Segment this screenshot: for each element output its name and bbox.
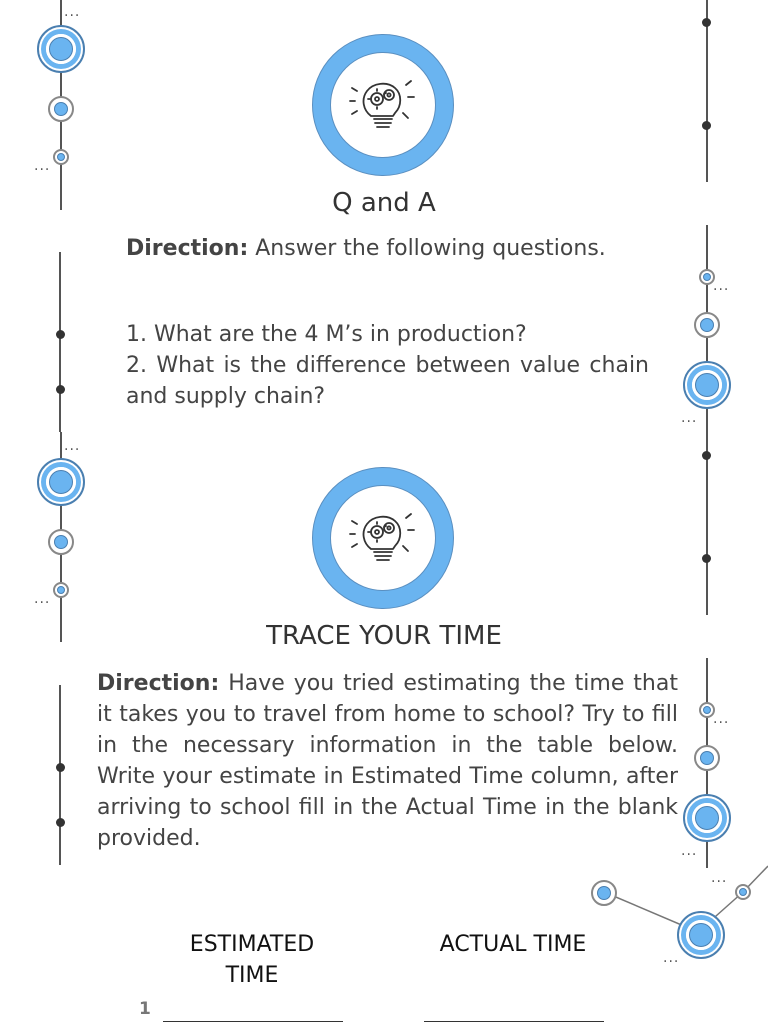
decor-dot	[702, 554, 711, 563]
section-badge	[312, 467, 454, 609]
decor-line	[59, 685, 61, 865]
decor-node-medium	[694, 745, 720, 771]
decor-node-medium	[48, 96, 74, 122]
section-badge	[312, 34, 454, 176]
section-heading: Q and A	[332, 188, 436, 218]
decor-node-small	[53, 149, 69, 165]
direction-text: Have you tried estimating the time that it takes you to travel from home to school? Try to fill in the necessary information in the table below. Write your estimate in Estimated Time column, after arriving to school fill in the Actual Time in the blank provided.	[97, 671, 678, 851]
decor-dot	[702, 451, 711, 460]
decor-node-small	[735, 884, 751, 900]
decor-node-medium	[48, 529, 74, 555]
section-heading: TRACE YOUR TIME	[266, 621, 502, 651]
decor-ellipsis: ...	[681, 843, 698, 859]
decor-node-large	[683, 794, 731, 842]
decor-node-large	[683, 361, 731, 409]
decor-dot	[56, 330, 65, 339]
decor-dot	[56, 763, 65, 772]
lightbulb-gears-icon	[339, 494, 429, 584]
decor-ellipsis: ...	[681, 410, 698, 426]
decor-ellipsis: ...	[663, 950, 680, 966]
decor-ellipsis: ...	[34, 158, 51, 174]
decor-ellipsis: ...	[713, 711, 730, 727]
decor-node-large	[37, 458, 85, 506]
column-header-actual-time: ACTUAL TIME	[439, 932, 587, 957]
decor-node-small	[53, 582, 69, 598]
decor-ellipsis: ...	[64, 438, 81, 454]
decor-ellipsis: ...	[64, 4, 81, 20]
decor-dot	[702, 121, 711, 130]
decor-node-medium	[694, 312, 720, 338]
direction-paragraph	[97, 668, 678, 865]
decor-dot	[702, 18, 711, 27]
question-item: 1. What are the 4 M’s in production?	[126, 322, 527, 347]
direction-paragraph	[126, 233, 649, 264]
actual-time-blank[interactable]	[424, 1021, 604, 1022]
estimated-time-blank[interactable]	[163, 1021, 343, 1022]
decor-dot	[56, 385, 65, 394]
decor-line	[706, 0, 708, 182]
row-number: 1	[139, 999, 151, 1019]
direction-text: Answer the following questions.	[255, 236, 606, 261]
decor-node-large	[677, 911, 725, 959]
column-header-estimated-time: ESTIMATED TIME	[189, 932, 315, 988]
decor-node-medium	[591, 880, 617, 906]
lightbulb-gears-icon	[339, 61, 429, 151]
direction-label: Direction:	[97, 671, 220, 696]
decor-node-large	[37, 25, 85, 73]
question-item: 2. What is the difference between value chain and supply chain?	[126, 353, 649, 409]
decor-line	[59, 252, 61, 432]
decor-ellipsis: ...	[34, 591, 51, 607]
decor-dot	[56, 818, 65, 827]
decor-ellipsis: ...	[713, 278, 730, 294]
direction-label: Direction:	[126, 236, 249, 261]
decor-ellipsis: ...	[711, 870, 728, 886]
